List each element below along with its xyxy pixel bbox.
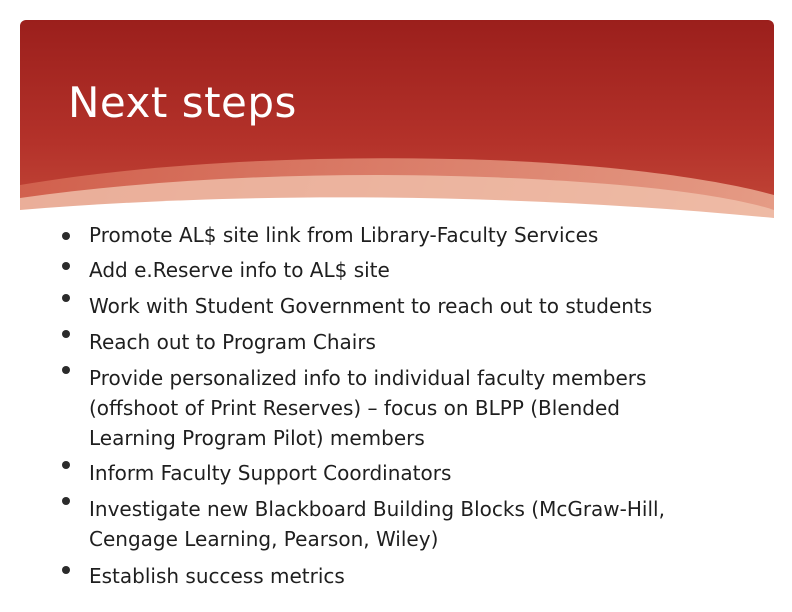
bullet-text: (offshoot of Print Reserves) – focus on BLPP (Blended	[89, 396, 621, 420]
bullet-dot	[62, 566, 70, 574]
bullet-text: Establish success metrics	[89, 564, 345, 588]
bullet-dot	[62, 330, 70, 338]
bullet-dot	[62, 366, 70, 374]
bullet-text: Inform Faculty Support Coordinators	[89, 461, 452, 485]
bullet-dot	[62, 262, 70, 270]
bullet-text: Provide personalized info to individual faculty members	[89, 366, 647, 390]
bullet-text: Learning Program Pilot) members	[89, 426, 425, 450]
bullet-dot	[62, 461, 70, 469]
bullet-text: Promote AL$ site link from Library-Faculty Services	[89, 223, 599, 247]
slide-title: Next steps	[68, 78, 297, 127]
bullet-text: Cengage Learning, Pearson, Wiley)	[89, 527, 439, 551]
bullet-dot	[62, 232, 70, 240]
bullet-text: Add e.Reserve info to AL$ site	[89, 258, 390, 282]
bullet-text: Investigate new Blackboard Building Blocks (McGraw-Hill,	[89, 497, 665, 521]
bullet-dot	[62, 294, 70, 302]
bullet-text: Reach out to Program Chairs	[89, 330, 376, 354]
bullet-dot	[62, 497, 70, 505]
bullet-text: Work with Student Government to reach out to students	[89, 294, 653, 318]
